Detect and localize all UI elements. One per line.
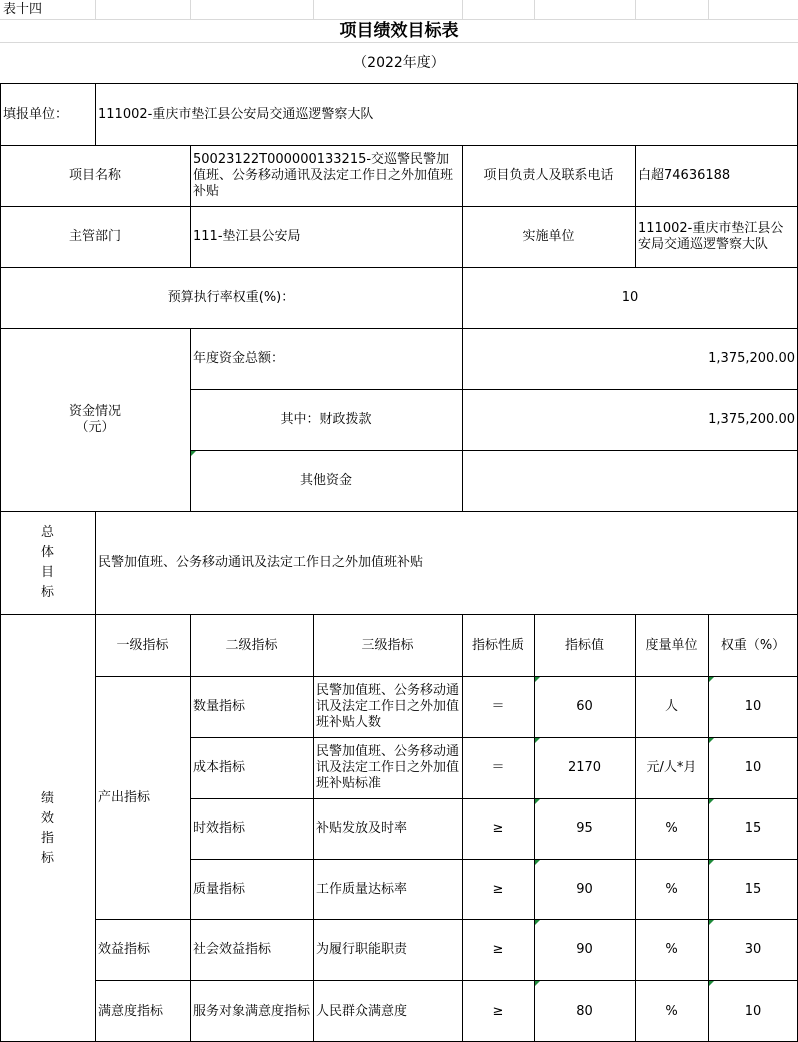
funds-total-value: 1,375,200.00	[708, 351, 795, 366]
cell-marker-icon	[709, 920, 714, 925]
unit-cell: %	[665, 1003, 678, 1019]
contact-label: 项目负责人及联系电话	[483, 168, 614, 183]
performance-label: 绩效指标	[40, 790, 54, 866]
weight-cell: 30	[744, 942, 762, 957]
header-value: 指标值	[564, 637, 604, 653]
reporter-value: 111002-重庆市垫江县公安局交通巡逻警察大队	[98, 106, 374, 122]
level2-cell: 社会效益指标	[193, 942, 272, 957]
level3-cell: 民警加值班、公务移动通讯及法定工作日之外加值班补贴人数	[316, 683, 460, 730]
value-cell: 80	[576, 1003, 593, 1019]
level3-cell: 补贴发放及时率	[316, 821, 408, 836]
nature-cell: ≥	[492, 881, 504, 897]
cell-marker-icon	[709, 981, 714, 986]
cell-marker-icon	[709, 677, 714, 682]
funds-fiscal-value: 1,375,200.00	[708, 412, 795, 427]
header-weight: 权重（%）	[720, 637, 786, 653]
sheet-label: 表十四	[3, 1, 43, 17]
weight-cell: 10	[744, 1003, 762, 1019]
group-satisfaction: 满意度指标	[98, 1003, 164, 1019]
nature-cell: ≥	[492, 821, 504, 836]
cell-marker-icon	[709, 738, 714, 743]
unit-cell: 人	[664, 699, 678, 714]
dept-value: 111-垫江县公安局	[193, 229, 301, 244]
cell-marker-icon	[709, 799, 714, 804]
level2-cell: 服务对象满意度指标	[193, 1003, 311, 1019]
impl-label: 实施单位	[522, 229, 575, 244]
unit-cell: %	[665, 821, 678, 836]
cell-marker-icon	[535, 738, 540, 743]
value-cell: 95	[576, 821, 593, 836]
weight-cell: 10	[744, 760, 762, 775]
level3-cell: 为履行职能职责	[316, 942, 408, 957]
funds-other-value	[462, 451, 798, 511]
dept-label: 主管部门	[68, 229, 121, 244]
nature-cell: ＝	[491, 760, 505, 775]
level3-cell: 民警加值班、公务移动通讯及法定工作日之外加值班补贴标准	[316, 744, 460, 791]
value-cell: 90	[576, 942, 593, 957]
group-benefit: 效益指标	[98, 942, 151, 957]
cell-marker-icon	[191, 451, 196, 456]
funds-fiscal-label: 其中：财政拨款	[280, 412, 372, 427]
budget-weight-label: 预算执行率权重(%)：	[167, 290, 295, 305]
reporter-label: 填报单位：	[3, 106, 69, 122]
level2-cell: 成本指标	[193, 760, 246, 775]
cell-marker-icon	[535, 677, 540, 682]
unit-cell: 元/人*月	[646, 760, 697, 775]
project-name-label: 项目名称	[68, 168, 121, 183]
funds-other-label: 其他资金	[299, 473, 352, 488]
header-nature: 指标性质	[471, 637, 524, 653]
funds-total-label: 年度资金总额：	[193, 351, 285, 366]
level3-cell: 工作质量达标率	[316, 881, 408, 897]
goal-label: 总体目标	[40, 525, 54, 600]
project-name-value: 50023122T000000133215-交巡警民警加值班、公务移动通讯及法定工作日之外加值班补贴	[193, 152, 454, 199]
unit-cell: %	[665, 942, 678, 957]
goal-value: 民警加值班、公务移动通讯及法定工作日之外加值班补贴	[98, 555, 424, 570]
level3-cell: 人民群众满意度	[316, 1003, 408, 1019]
value-cell: 2170	[567, 760, 602, 775]
level2-cell: 质量指标	[193, 881, 246, 897]
header-unit: 度量单位	[645, 637, 698, 653]
nature-cell: ＝	[491, 699, 505, 714]
budget-weight-value: 10	[621, 290, 639, 305]
nature-cell: ≥	[492, 942, 504, 957]
cell-marker-icon	[535, 799, 540, 804]
header-level2: 二级指标	[225, 637, 278, 653]
page-title: 项目绩效目标表	[339, 21, 459, 41]
nature-cell: ≥	[492, 1003, 504, 1019]
cell-marker-icon	[709, 860, 714, 865]
header-level3: 三级指标	[361, 637, 414, 653]
level2-cell: 时效指标	[193, 821, 246, 836]
group-output: 产出指标	[98, 790, 151, 805]
impl-value: 111002-重庆市垫江县公安局交通巡逻警察大队	[638, 221, 784, 252]
weight-cell: 15	[744, 881, 762, 897]
cell-marker-icon	[535, 860, 540, 865]
level2-cell: 数量指标	[193, 699, 246, 714]
cell-marker-icon	[535, 981, 540, 986]
weight-cell: 15	[744, 821, 762, 836]
cell-marker-icon	[535, 920, 540, 925]
year-label: （2022年度）	[353, 55, 445, 71]
header-level1: 一级指标	[116, 637, 169, 653]
value-cell: 90	[576, 881, 593, 897]
unit-cell: %	[665, 881, 678, 897]
funds-label: 资金情况（元）	[68, 404, 121, 435]
weight-cell: 10	[744, 699, 762, 714]
contact-value: 白超74636188	[638, 168, 731, 183]
value-cell: 60	[576, 699, 593, 714]
